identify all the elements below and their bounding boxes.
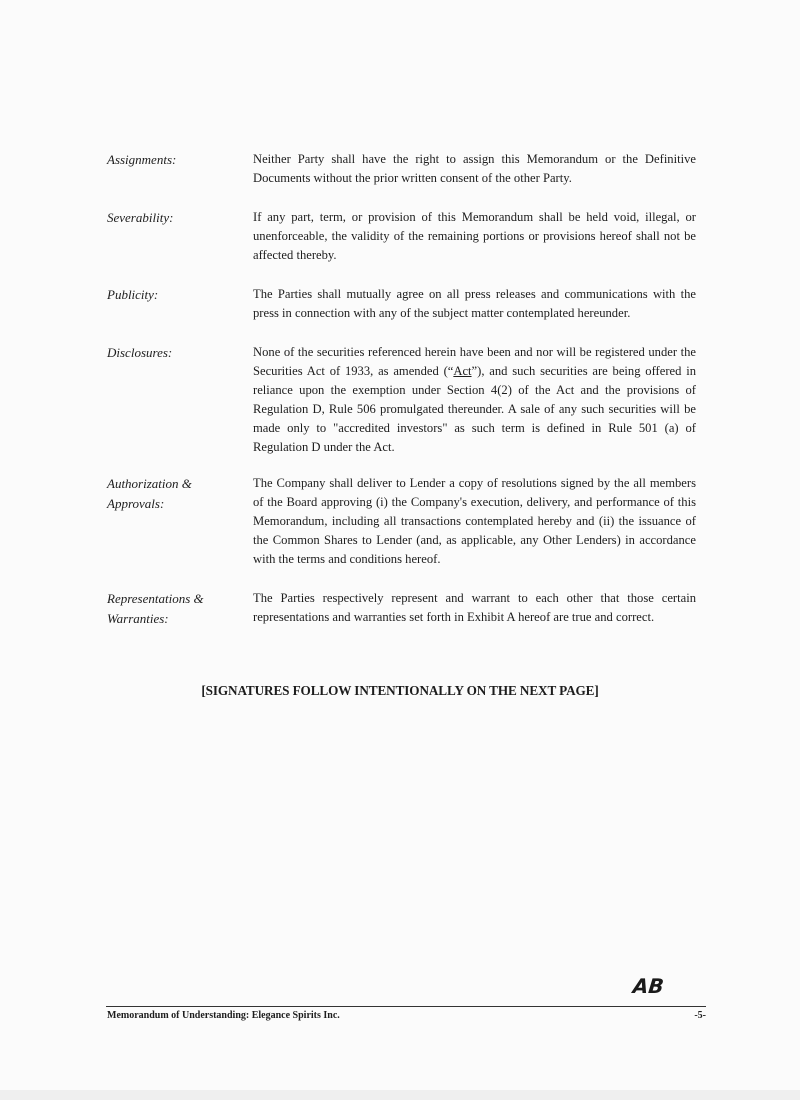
section-label: Authorization & Approvals: [107,476,192,511]
section-label: Representations & Warranties: [107,591,204,626]
scan-bottom-edge [0,1090,800,1100]
footer-title: Memorandum of Understanding: Elegance Spirits Inc. [107,1010,340,1021]
footer-divider [106,1006,706,1007]
section-body: The Company shall deliver to Lender a copy of resolutions signed by the all members of the Board approving (i) the Company's execution, delivery, and performance of this Memorandum, including all transactions contemplated hereby and (ii) the issuance of the Common Shares to Lender (and, as applicable, any Other Lenders) in accordance with the terms and conditions hereof. [253,476,696,566]
signatures-notice: [SIGNATURES FOLLOW INTENTIONALLY ON THE NEXT PAGE] [201,683,599,698]
section-label: Severability: [107,210,174,225]
act-term: Act [453,364,472,378]
page-number: -5- [694,1010,706,1021]
section-label: Publicity: [107,287,159,302]
section-label: Disclosures: [107,345,173,360]
section-body: The Parties shall mutually agree on all press releases and communications with the press in connection with any of the subject matter contemplated hereunder. [253,287,696,320]
section-label: Assignments: [107,152,177,167]
section-body: The Parties respectively represent and warrant to each other that those certain representations and warranties set forth in Exhibit A hereof are true and correct. [253,591,696,624]
handwritten-initials: AB [631,974,665,998]
section-body: Neither Party shall have the right to assign this Memorandum or the Definitive Documents without the prior written consent of the other Party. [253,152,696,185]
section-body: None of the securities referenced herein have been and nor will be registered under the Securities Act of 1933, as amended (“Act”), and such securities are being offered in reliance upon the exemption under Section 4(2) of the Act and the provisions of Regulation D, Rule 506 promulgated thereunder. A sale of any such securities will be made only to "accredited investors" as such term is defined in Rule 501 (a) of Regulation D under the Act. [253,345,696,454]
section-body: If any part, term, or provision of this Memorandum shall be held void, illegal, or unenforceable, the validity of the remaining portions or provisions hereof shall not be affected thereby. [253,210,696,262]
